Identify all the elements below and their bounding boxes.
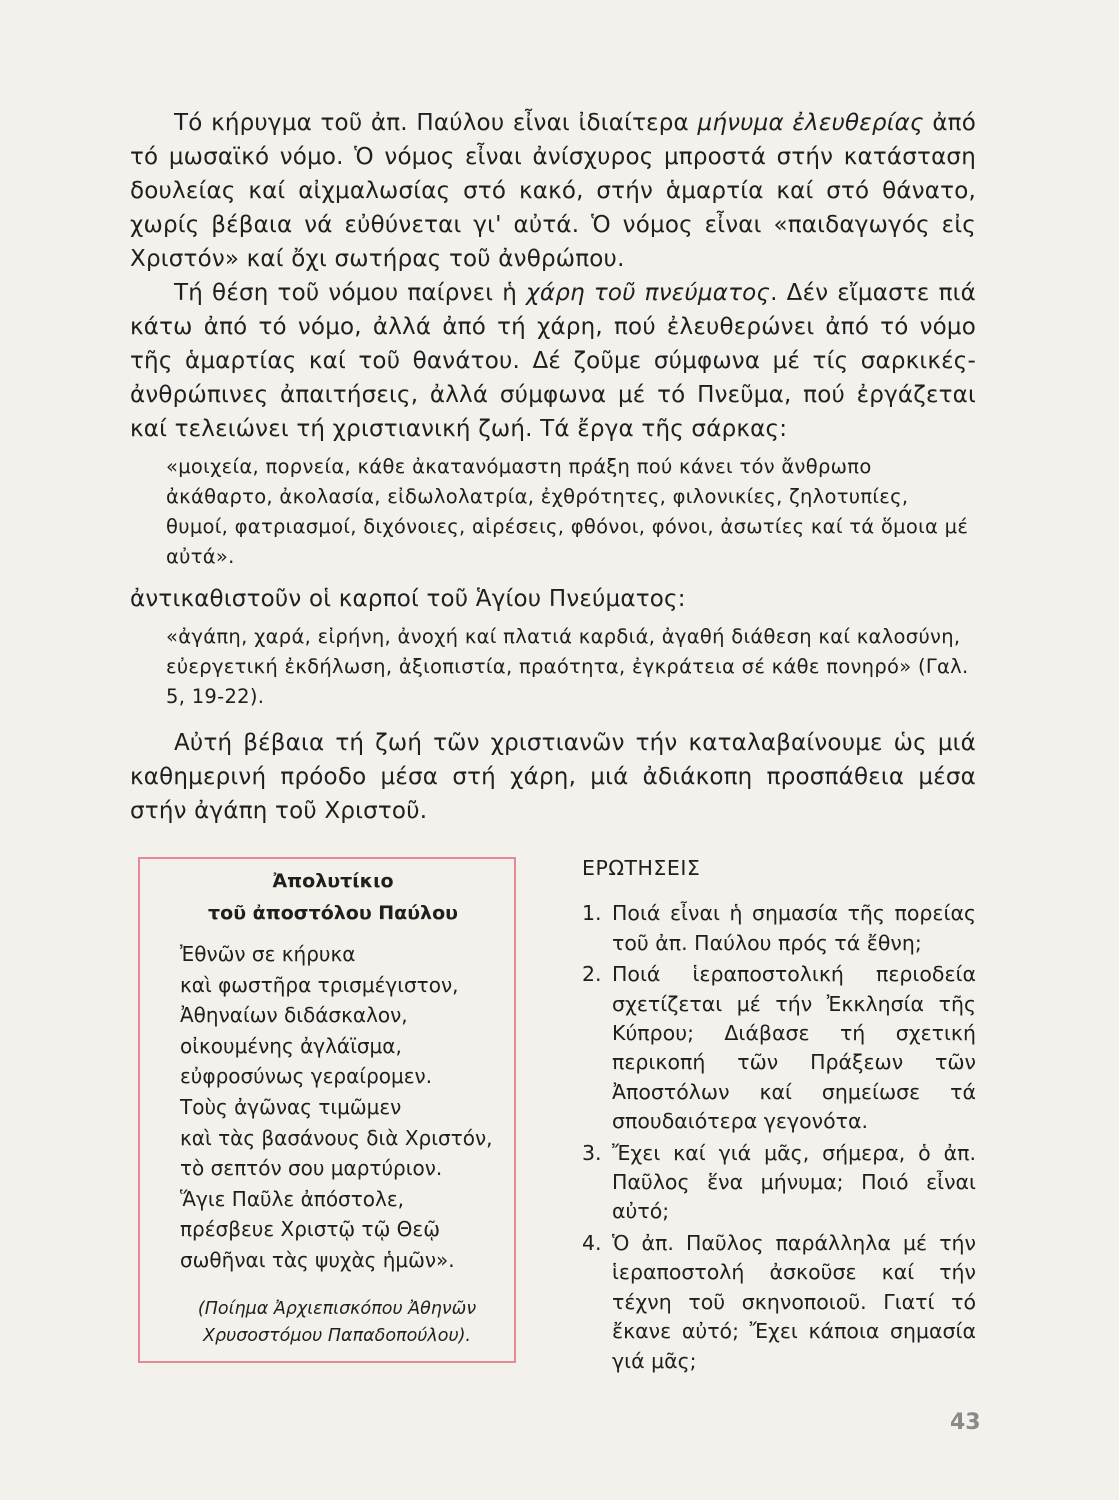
question-item bbox=[582, 899, 976, 958]
hymn-box bbox=[138, 857, 516, 1363]
question-item bbox=[582, 1229, 976, 1376]
question-text: Ποιά εἶναι ἡ σημασία τῆς πορείας τοῦ ἀπ. Παύλου πρός τά ἔθνη; bbox=[612, 901, 976, 955]
emphasis-message-of-freedom: μήνυμα ἐλευθερίας bbox=[697, 110, 924, 136]
hymn-line: καὶ τὰς βασάνους διὰ Χριστόν, bbox=[180, 1125, 493, 1150]
question-number: 2. bbox=[582, 962, 602, 987]
question-text: Ἔχει καί γιά μᾶς, σήμερα, ὁ ἀπ. Παῦλος ἕνα μήνυμα; Ποιό εἶναι αὐτό; bbox=[612, 1140, 976, 1224]
question-item bbox=[582, 960, 976, 1136]
question-number: 4. bbox=[582, 1230, 602, 1255]
emphasis-grace-of-spirit: χάρη τοῦ πνεύματος bbox=[526, 280, 771, 306]
question-text: Ὁ ἀπ. Παῦλος παράλληλα μέ τήν ἱεραποστολή ἀσκοῦσε καί τήν τέχνη τοῦ σκηνοποιοῦ. Γιατί τό ἔκανε αὐτό; Ἔχει κάποια σημασία γιά μᾶς; bbox=[612, 1230, 976, 1373]
hymn-credit: (Ποίημα Ἀρχιεπισκόπου Ἀθηνῶν Χρυσοστόμου Παπαδοπούλου). bbox=[197, 1298, 477, 1346]
hymn-line: εὐφροσύνως γεραίρομεν. bbox=[180, 1064, 433, 1089]
page-number: 43 bbox=[950, 1410, 981, 1435]
question-number: 1. bbox=[582, 901, 602, 926]
hymn-line: καὶ φωστῆρα τρισμέγιστον, bbox=[180, 972, 459, 997]
hymn-line: Ἅγιε Παῦλε ἀπόστολε, bbox=[180, 1186, 405, 1211]
hymn-line: Ἐθνῶν σε κήρυκα bbox=[180, 942, 356, 966]
quote-fruits-of-spirit: «ἀγάπη, χαρά, εἰρήνη, ἀνοχή καί πλατιά καρδιά, ἀγαθή διάθεση καί καλοσύνη, εὐεργετική ἐκδήλωση, ἀξιοπιστία, πραότητα, ἐγκράτεια σέ κάθε πονηρό» (Γαλ. 5, 19-22). bbox=[166, 625, 969, 708]
questions-list bbox=[582, 899, 976, 1376]
hymn-line: σωθῆναι τὰς ψυχὰς ἡμῶν». bbox=[180, 1247, 455, 1272]
questions-heading: ΕΡΩΤΗΣΕΙΣ bbox=[582, 856, 701, 880]
hymn-title: Ἀπολυτίκιο τοῦ ἀποστόλου Παύλου bbox=[208, 870, 458, 924]
hymn-line: Ἀθηναίων διδάσκαλον, bbox=[180, 1003, 408, 1028]
paragraph-grace-of-spirit: Τή θέση τοῦ νόμου παίρνει ἡ χάρη τοῦ πνεύματος. Δέν εἴμαστε πιά κάτω ἀπό τό νόμο, ἀλλά ἀπό τή χάρη, πού ἐλευθερώνει ἀπό τό νόμο τῆς ἁμαρτίας καί τοῦ θανάτου. Δέ ζοῦμε σύμφωνα μέ τίς σαρκικές-ἀνθρώπινες ἀπαιτήσεις, ἀλλά σύμφωνα μέ τό Πνεῦμα, πού ἐργάζεται καί τελειώνει τή χριστιανική ζωή. Τά ἔργα τῆς σάρκας: bbox=[130, 280, 976, 442]
questions-section bbox=[582, 854, 976, 1378]
hymn-line: οἰκουμένης ἀγλάϊσμα, bbox=[180, 1033, 402, 1058]
hymn-line: Τοὺς ἀγῶνας τιμῶμεν bbox=[180, 1094, 402, 1119]
hymn-line: τὸ σεπτόν σου μαρτύριον. bbox=[180, 1156, 443, 1181]
hymn-text bbox=[180, 939, 493, 1276]
quote-works-of-flesh: «μοιχεία, πορνεία, κάθε ἀκατανόμαστη πράξη πού κάνει τόν ἄνθρωπο ἀκάθαρτο, ἀκολασία, εἰδωλολατρία, ἐχθρότητες, φιλονικίες, ζηλοτυπίες, θυμοί, φατριασμοί, διχόνοιες, αἱρέσεις, φθόνοι, φόνοι, ἀσωτίες καί τά ὅμοια μέ αὐτά». bbox=[166, 455, 969, 568]
main-text bbox=[130, 106, 976, 828]
question-item bbox=[582, 1139, 976, 1227]
question-text: Ποιά ἱεραποστολική περιοδεία σχετίζεται μέ τήν Ἐκκλησία τῆς Κύπρου; Διάβασε τή σχετική περικοπή τῶν Πράξεων τῶν Ἀποστόλων καί σημείωσε τά σπουδαιότερα γεγονότα. bbox=[612, 962, 976, 1134]
question-number: 3. bbox=[582, 1140, 602, 1165]
paragraph-message-of-freedom: Τό κήρυγμα τοῦ ἀπ. Παύλου εἶναι ἰδιαίτερα μήνυμα ἐλευθερίας ἀπό τό μωσαϊκό νόμο. Ὁ νόμος εἶναι ἀνίσχυρος μπροστά στήν κατάσταση δουλείας καί αἰχμαλωσίας στό κακό, στήν ἁμαρτία καί στό θάνατο, χωρίς βέβαια νά εὐθύνεται γι' αὐτά. Ὁ νόμος εἶναι «παιδαγωγός εἰς Χριστόν» καί ὄχι σωτήρας τοῦ ἀνθρώπου. bbox=[130, 110, 976, 272]
paragraph-fruits-of-spirit: ἀντικαθιστοῦν οἱ καρποί τοῦ Ἁγίου Πνεύματος: bbox=[130, 586, 686, 612]
hymn-line: πρέσβευε Χριστῷ τῷ Θεῷ bbox=[180, 1217, 440, 1242]
paragraph-christian-life: Αὐτή βέβαια τή ζωή τῶν χριστιανῶν τήν καταλαβαίνουμε ὡς μιά καθημερινή πρόοδο μέσα στή χάρη, μιά ἀδιάκοπη προσπάθεια μέσα στήν ἀγάπη τοῦ Χριστοῦ. bbox=[130, 730, 976, 824]
